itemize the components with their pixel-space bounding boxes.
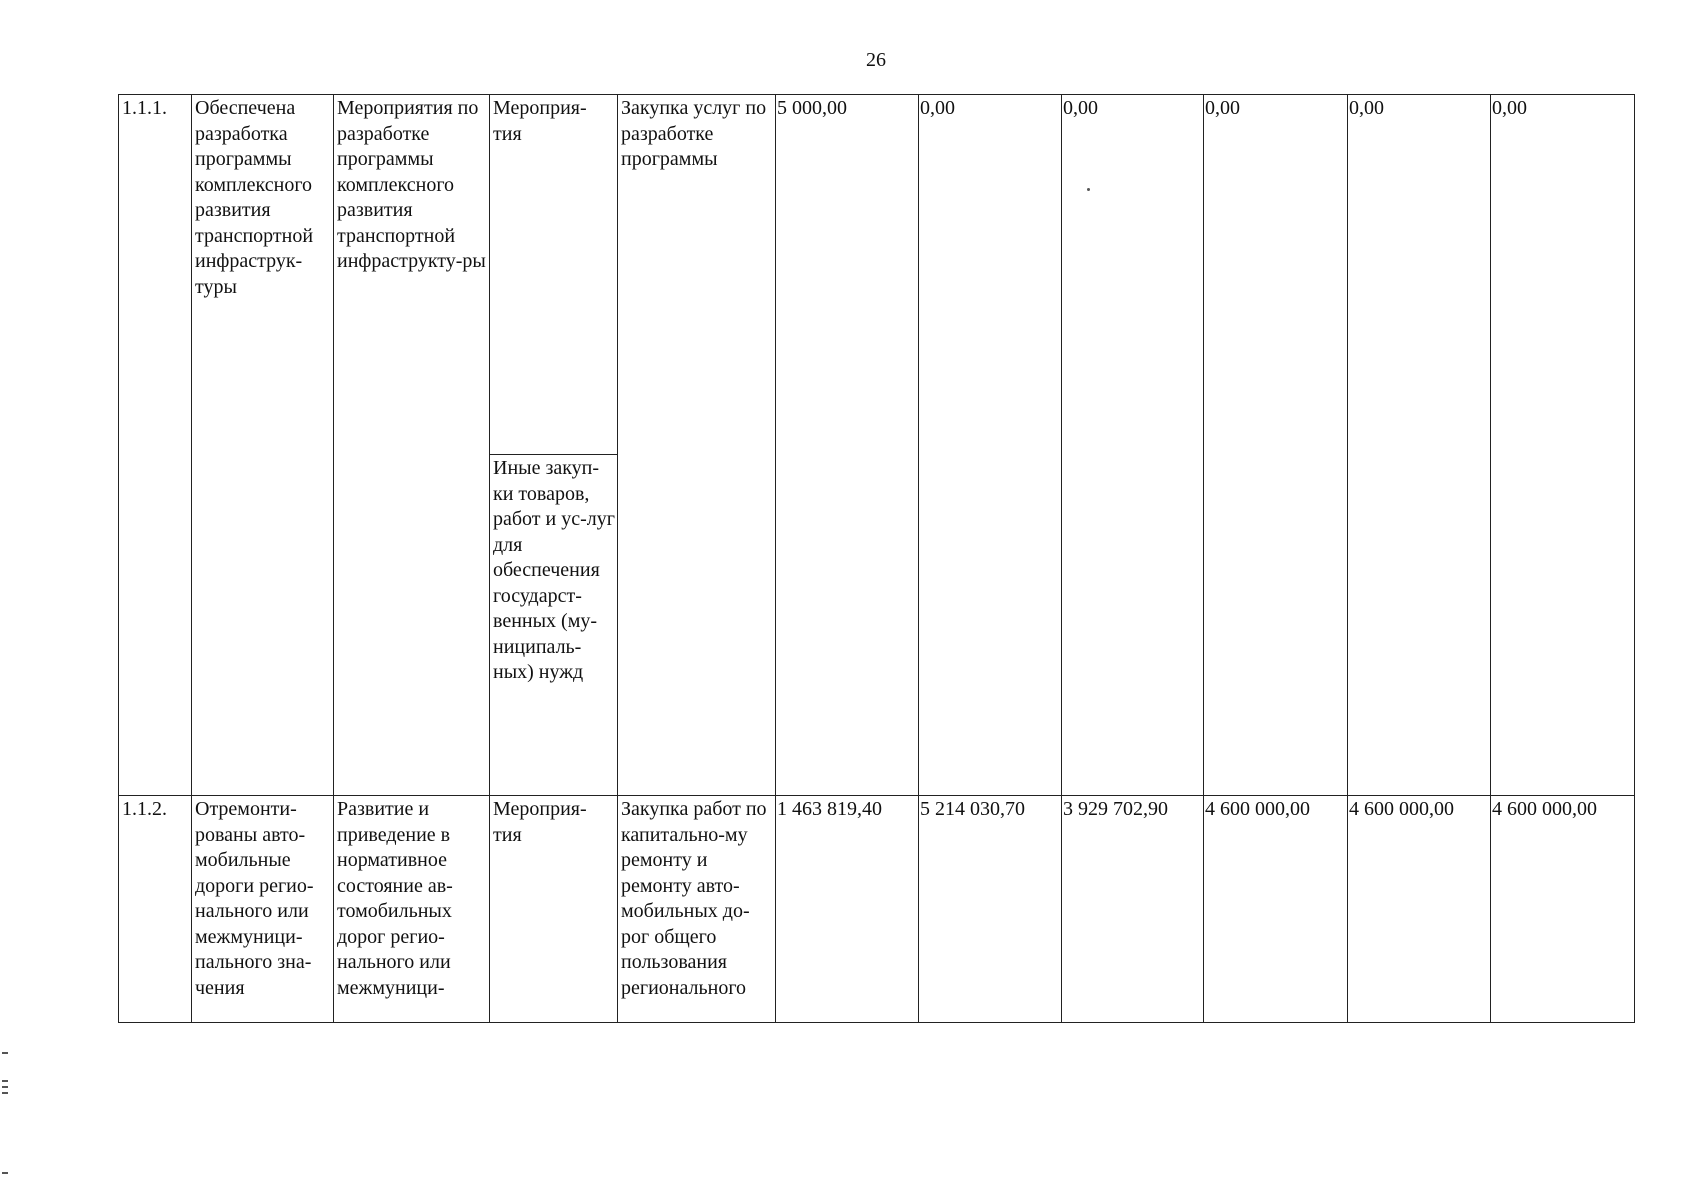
- expense-cell: Закупка услуг по разработке программы: [618, 95, 776, 796]
- value-cell: 0,00: [1348, 95, 1491, 796]
- value-cell: 3 929 702,90: [1062, 796, 1204, 1023]
- value-cell: 1 463 819,40: [776, 796, 919, 1023]
- row-index: 1.1.1.: [119, 95, 192, 796]
- table-row: [119, 796, 1635, 1023]
- type-cell: Иные закуп-ки товаров, работ и ус-луг для обеспечения государст-венных (му-ниципаль-ных) нужд: [490, 455, 618, 796]
- scan-mark: [2, 1086, 8, 1088]
- type-cell: Мероприя-тия: [490, 796, 618, 1023]
- expense-cell: Закупка работ по капитально-му ремонту и ремонту авто-мобильных до-рог общего пользования регионального: [618, 796, 776, 1023]
- value-cell: 5 000,00: [776, 95, 919, 796]
- value-cell: 5 214 030,70: [919, 796, 1062, 1023]
- result-cell: Отремонти-рованы авто-мобильные дороги регио-нального или межмуници-пального зна-чения: [192, 796, 334, 1023]
- measure-cell: Мероприятия по разработке программы комплексного развития транспортной инфраструкту-ры: [334, 95, 490, 796]
- value-cell: 4 600 000,00: [1204, 796, 1348, 1023]
- budget-table: [118, 94, 1635, 1023]
- row-index: 1.1.2.: [119, 796, 192, 1023]
- scan-mark: [2, 1172, 8, 1174]
- scan-mark: [2, 1092, 8, 1094]
- scan-mark: [2, 1052, 8, 1054]
- value-cell: 4 600 000,00: [1348, 796, 1491, 1023]
- measure-cell: Развитие и приведение в нормативное состояние ав-томобильных дорог регио-нального или межмуници-: [334, 796, 490, 1023]
- value-cell: 0,00: [919, 95, 1062, 796]
- value-cell: 4 600 000,00: [1491, 796, 1635, 1023]
- scan-dot: [1087, 188, 1090, 191]
- value-cell: 0,00: [1062, 95, 1204, 796]
- value-cell: 0,00: [1491, 95, 1635, 796]
- result-cell: Обеспечена разработка программы комплексного развития транспортной инфраструк-туры: [192, 95, 334, 796]
- scan-mark: [2, 1080, 8, 1082]
- type-cell: Мероприя-тия: [490, 95, 618, 455]
- table-row: [119, 95, 1635, 455]
- value-cell: 0,00: [1204, 95, 1348, 796]
- page-number: 26: [866, 49, 886, 71]
